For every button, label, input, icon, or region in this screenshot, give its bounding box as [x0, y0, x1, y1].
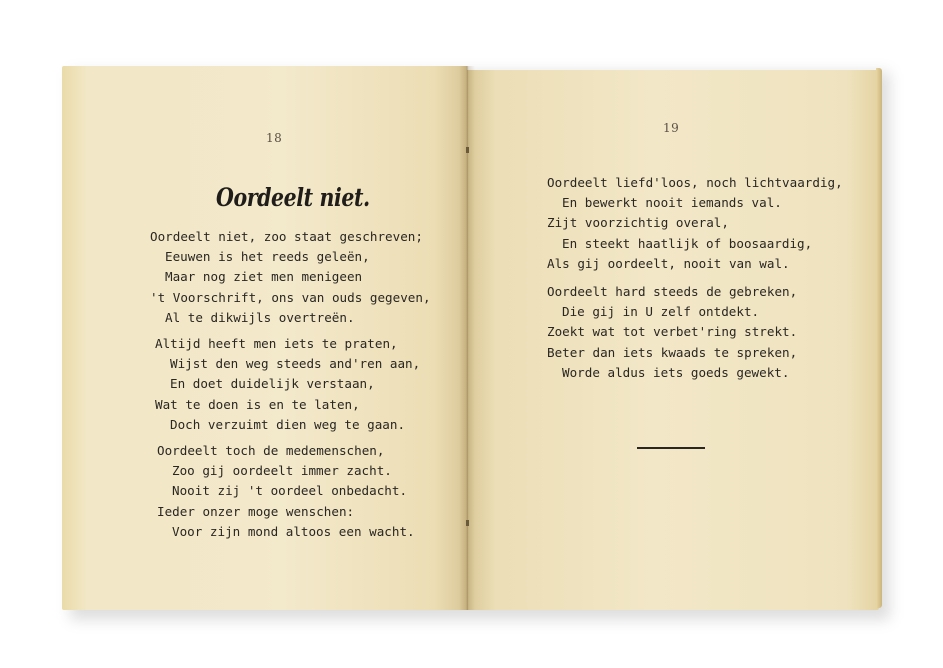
poem-line: Altijd heeft men iets te praten,	[155, 336, 398, 351]
page-number-right: 19	[663, 121, 680, 135]
poem-line: Maar nog ziet men menigeen	[165, 269, 363, 285]
left-stanza-2	[155, 334, 420, 435]
poem-line: Oordeelt liefd'loos, noch lichtvaardig,	[547, 175, 843, 190]
poem-line: Al te dikwijls overtreën.	[165, 309, 355, 325]
poem-line: Wat te doen is en te laten,	[155, 396, 360, 412]
left-stanza-3	[157, 441, 415, 542]
poem-line: Oordeelt niet, zoo staat geschreven;	[150, 229, 423, 244]
poem-line: Zijt voorzichtig overal,	[547, 215, 729, 231]
right-stanza-2	[547, 282, 797, 383]
poem-line: Doch verzuimt dien weg te gaan.	[170, 416, 406, 432]
poem-line: Voor zijn mond altoos een wacht.	[172, 523, 415, 539]
poem-line: Worde aldus iets goeds gewekt.	[562, 364, 790, 380]
poem-line: Beter dan iets kwaads te spreken,	[547, 344, 798, 360]
poem-line: Eeuwen is het reeds geleën,	[165, 249, 370, 265]
poem-line: En steekt haatlijk of boosaardig,	[562, 235, 813, 251]
poem-title: Oordeelt niet.	[216, 183, 370, 212]
horizontal-rule-divider	[637, 447, 705, 449]
poem-line: 't Voorschrift, ons van ouds gegeven,	[150, 289, 431, 305]
right-stanza-1	[547, 173, 843, 274]
page-number-left: 18	[266, 131, 283, 145]
spine-stitch	[466, 147, 469, 153]
poem-line: Die gij in U zelf ontdekt.	[562, 304, 760, 320]
poem-line: En bewerkt nooit iemands val.	[562, 195, 782, 211]
poem-line: Oordeelt hard steeds de gebreken,	[547, 284, 798, 299]
right-page-edge	[876, 68, 882, 608]
poem-line: Zoo gij oordeelt immer zacht.	[172, 463, 392, 479]
poem-line: Nooit zij 't oordeel onbedacht.	[172, 483, 408, 499]
poem-line: Ieder onzer moge wenschen:	[157, 503, 355, 519]
poem-line: Oordeelt toch de medemenschen,	[157, 443, 385, 458]
left-stanza-1	[150, 227, 431, 328]
poem-line: En doet duidelijk verstaan,	[170, 376, 375, 392]
poem-line: Als gij oordeelt, nooit van wal.	[547, 255, 790, 271]
poem-line: Wijst den weg steeds and'ren aan,	[170, 356, 421, 372]
poem-line: Zoekt wat tot verbet'ring strekt.	[547, 324, 798, 340]
spine-stitch	[466, 520, 469, 526]
